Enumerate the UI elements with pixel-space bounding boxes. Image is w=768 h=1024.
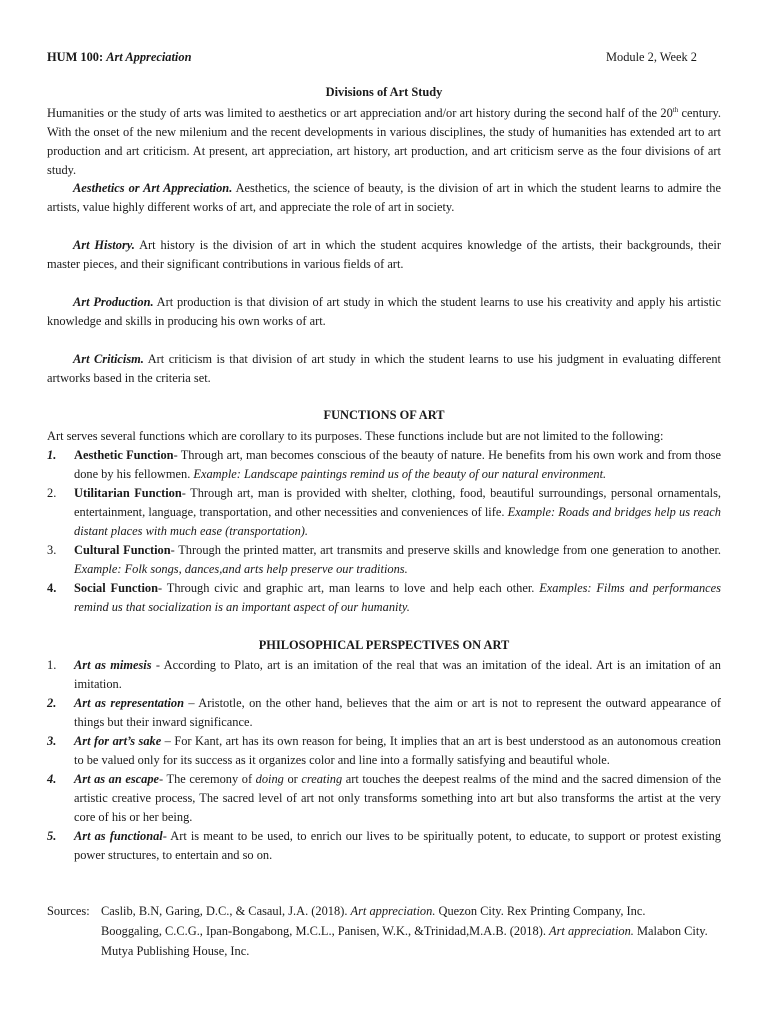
- aesthetics-paragraph: Aesthetics or Art Appreciation. Aesthetics, the science of beauty, is the division of art in which the student learns to admire the artists, value highly different works of art, and appreciate the role of art in society.: [47, 181, 721, 214]
- list-item: 1. Aesthetic Function- Through art, man becomes conscious of the beauty of nature. He benefits from his own work and from those done by his fellowmen. Example: Landscape paintings remind us of the beauty of our natural environment.: [47, 448, 721, 481]
- perspectives-title: PHILOSOPHICAL PERSPECTIVES ON ART: [258, 638, 510, 652]
- list-item: 2. Art as representation – Aristotle, on the other hand, believes that the aim or art is not to represent the outward appearance of things but their inward significance.: [47, 696, 721, 729]
- functions-list: [47, 446, 721, 617]
- list-item: 2. Utilitarian Function- Through art, man is provided with shelter, clothing, food, beautiful surroundings, personal ornamentals, entertainment, language, transportation, and other necessities and conveniences of life. Example: Roads and bridges help us reach distant places with much ease (transportation).: [47, 486, 722, 538]
- page-header: [47, 50, 721, 66]
- function-term: Utilitarian Function: [74, 486, 182, 500]
- functions-title: FUNCTIONS OF ART: [323, 408, 445, 422]
- source-reference: Booggaling, C.C.G., Ipan-Bongabong, M.C.L., Panisen, W.K., &Trinidad,M.A.B. (2018). Art appreciation. Malabon City. Mutya Publishing House, Inc.: [101, 924, 708, 958]
- functions-intro: Art serves several functions which are corollary to its purposes. These functions include but are not limited to the following:: [47, 429, 664, 443]
- function-term: Social Function: [74, 581, 159, 595]
- perspective-term: Art as functional: [74, 829, 163, 843]
- course-title: Art Appreciation: [106, 50, 192, 64]
- list-item: 3. Cultural Function- Through the printed matter, art transmits and preserve skills and knowledge from one generation to another. Example: Folk songs, dances,and arts help preserve our traditions.: [47, 543, 721, 576]
- aesthetics-term: Aesthetics or Art Appreciation.: [73, 181, 233, 195]
- perspective-term: Art as representation: [74, 696, 184, 710]
- sources-list: [101, 901, 721, 961]
- divisions-title: Divisions of Art Study: [325, 85, 443, 99]
- production-term: Art Production.: [73, 295, 154, 309]
- history-term: Art History.: [73, 238, 135, 252]
- sources-block: [47, 901, 721, 961]
- module-label: Module 2, Week 2: [606, 50, 697, 64]
- criticism-paragraph: Art Criticism. Art criticism is that division of art study in which the student learns to use his judgment in evaluating different artworks based in the criteria set.: [47, 352, 722, 385]
- list-item: 5. Art as functional- Art is meant to be used, to enrich our lives to be spiritually potent, to educate, to support or protest existing power structures, to entertain and so on.: [47, 829, 721, 862]
- divisions-intro: Humanities or the study of arts was limited to aesthetics or art appreciation and/or art history during the second half of the 20th century. With the onset of the new milenium and the recent developments in various disciplines, the study of humanities has extended art to art production and art criticism. At present, art appreciation, art history, art production, and art criticism serve as the four divisions of art study.: [47, 105, 721, 177]
- list-item: 1. Art as mimesis - According to Plato, art is an imitation of the real that was an imitation of the ideal. Art is an imitation of an imitation.: [47, 658, 722, 691]
- function-term: Cultural Function: [74, 543, 171, 557]
- production-paragraph: Art Production. Art production is that division of art study in which the student learns to use his creativity and apply his artistic knowledge and skills in producing his own works of art.: [47, 295, 721, 328]
- sources-label: Sources:: [47, 904, 90, 918]
- list-item: 3. Art for art’s sake – For Kant, art has its own reason for being, It implies that an art is best understood as an autonomous creation to be valued only for its success as it organizes color and line into a formally satisfying and beautiful whole.: [47, 734, 721, 767]
- perspectives-list: [47, 656, 721, 865]
- function-term: Aesthetic Function: [74, 448, 174, 462]
- source-reference: Caslib, B.N, Garing, D.C., & Casaul, J.A. (2018). Art appreciation. Quezon City. Rex Printing Company, Inc.: [101, 904, 646, 918]
- course-heading: [47, 50, 191, 65]
- history-paragraph: Art History. Art history is the division of art in which the student acquires knowledge of the artists, their backgrounds, their master pieces, and their significant contributions in various fields of art.: [47, 238, 721, 271]
- criticism-term: Art Criticism.: [73, 352, 144, 366]
- perspective-term: Art for art’s sake: [74, 734, 162, 748]
- course-code: HUM 100:: [47, 50, 104, 64]
- perspective-term: Art as an escape: [74, 772, 160, 786]
- list-item: 4. Art as an escape- The ceremony of doing or creating art touches the deepest realms of the mind and the sacred dimension of the artistic creative process, The sacred level of art not only transforms something into art but also transforms the artist at the very core of his or her being.: [47, 772, 721, 824]
- perspective-term: Art as mimesis: [74, 658, 152, 672]
- list-item: 4. Social Function- Through civic and graphic art, man learns to love and help each other. Examples: Films and performances remind us that socialization is an important aspect of our humanity.: [47, 581, 721, 614]
